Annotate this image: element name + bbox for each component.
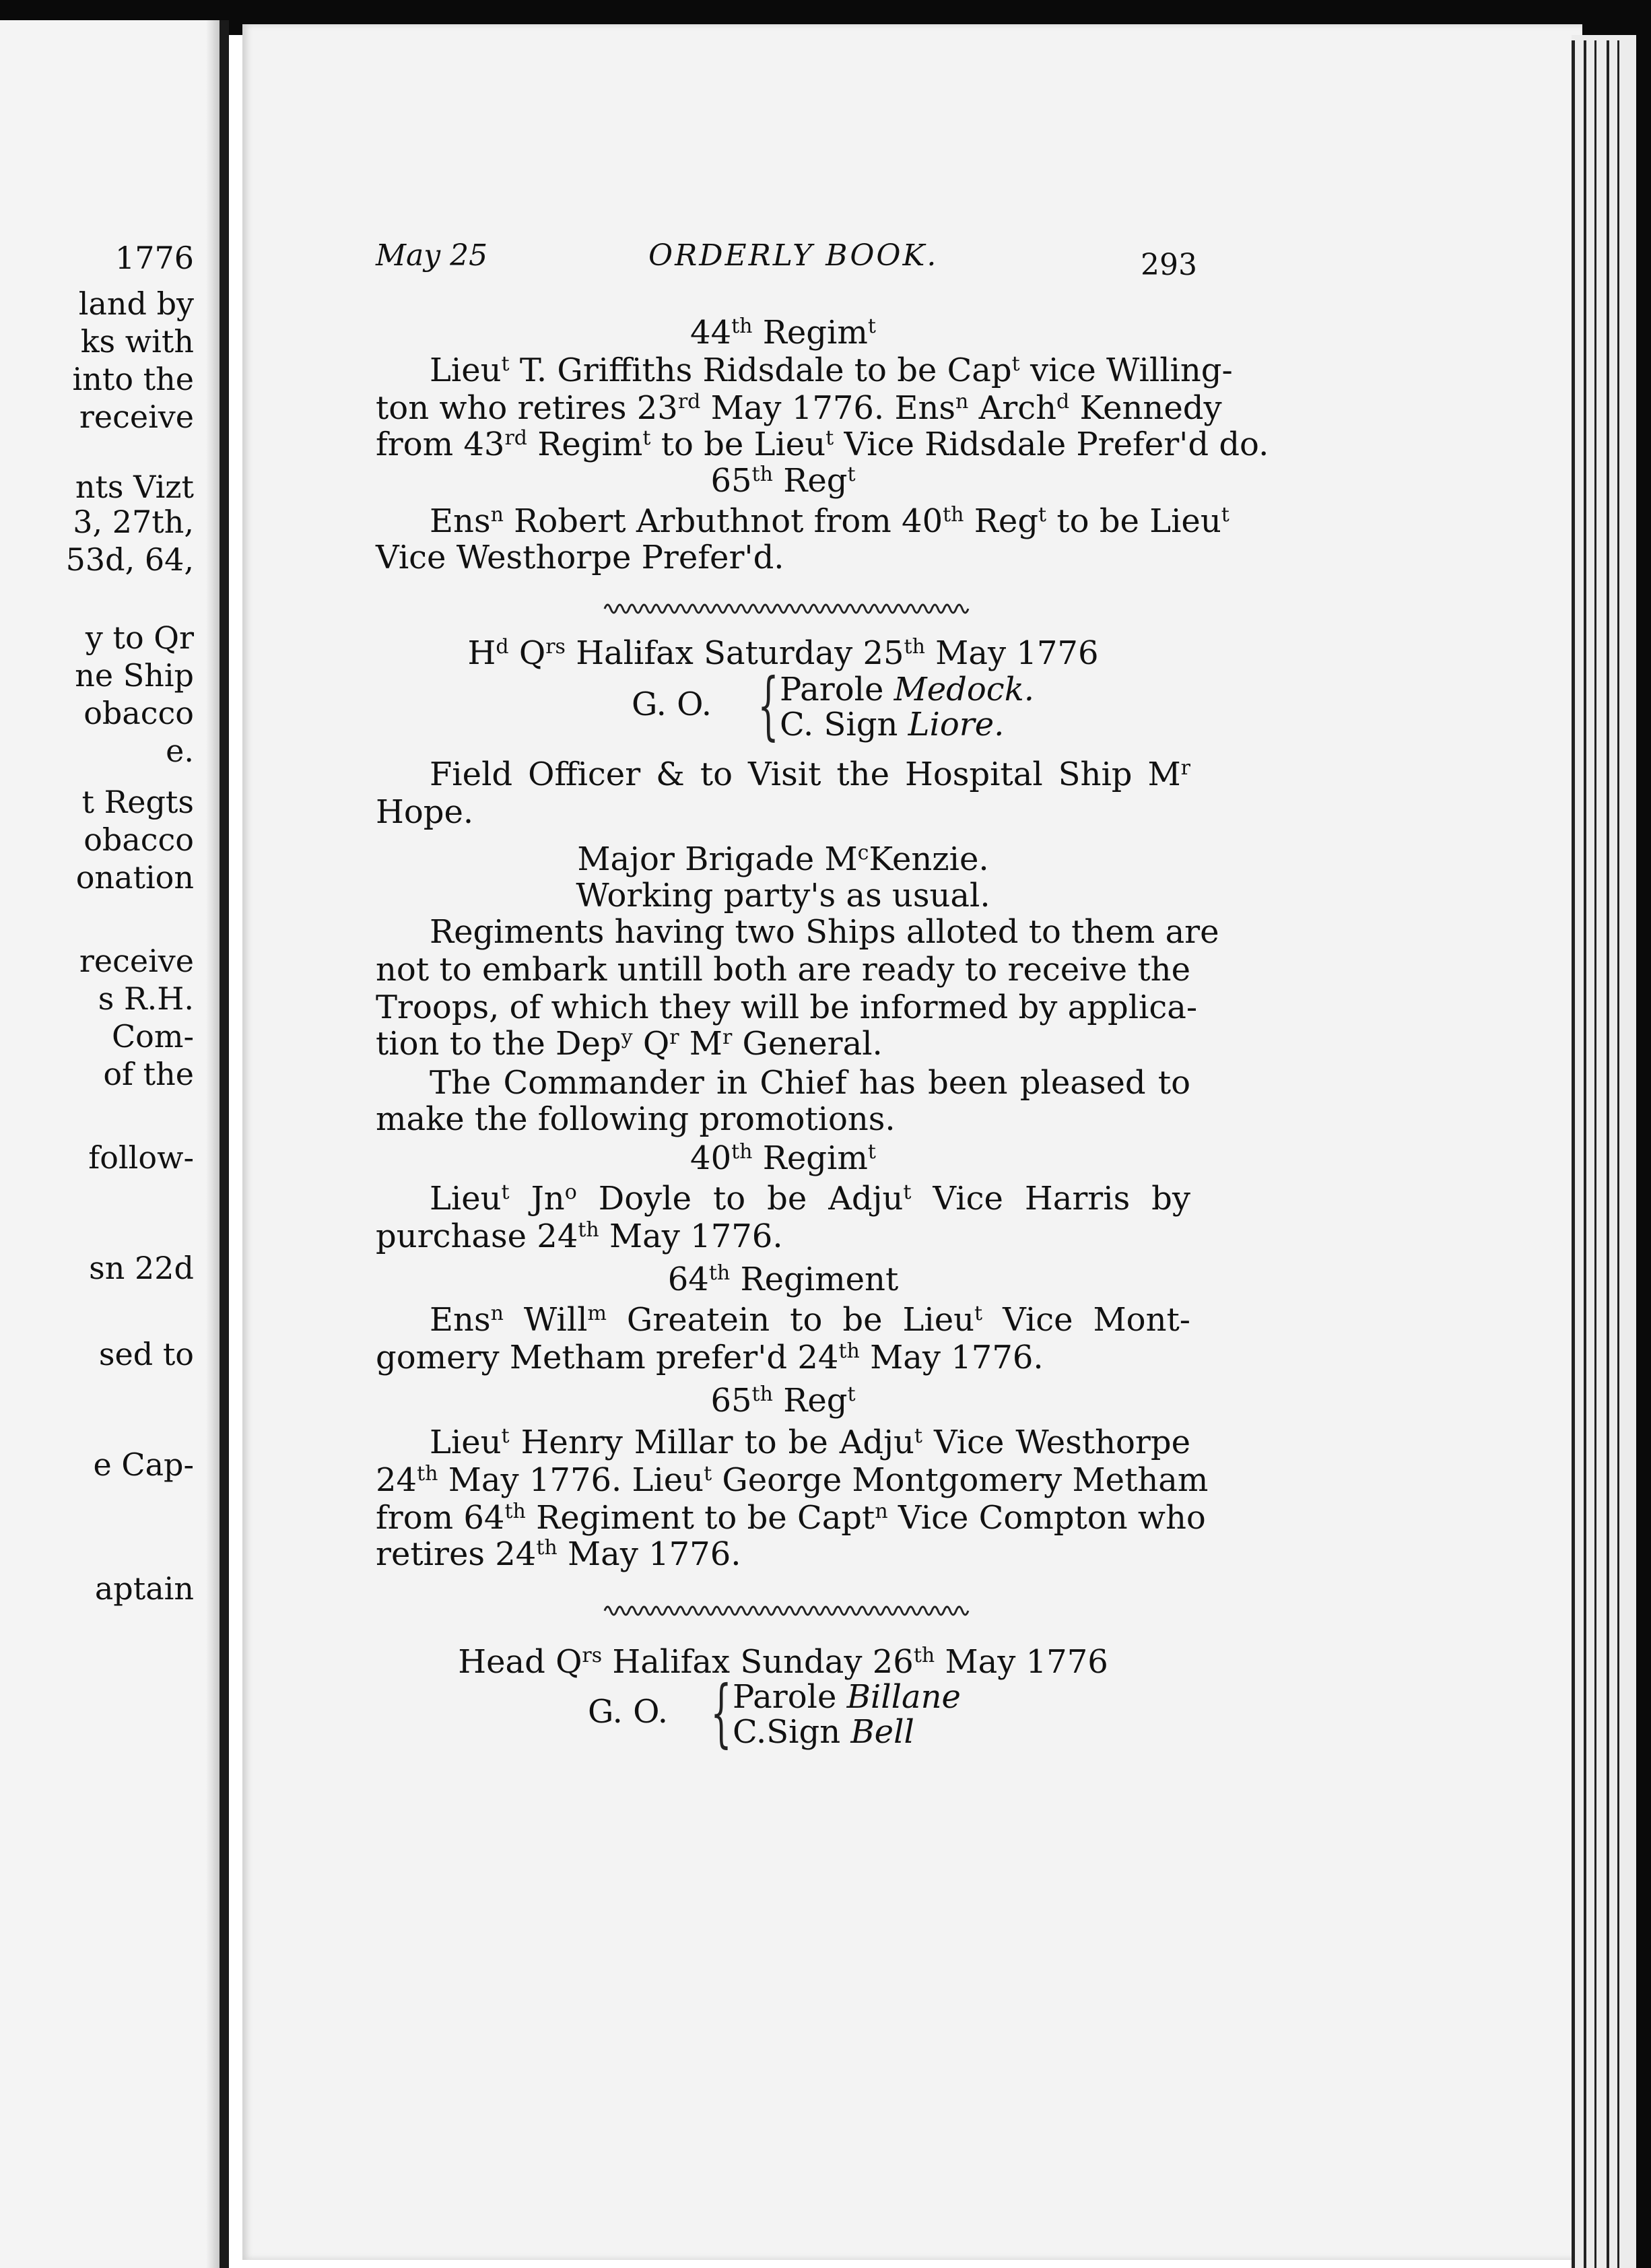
superscript: y bbox=[621, 1026, 633, 1049]
facing-page-line: nts Vizt bbox=[75, 469, 194, 505]
main-page bbox=[242, 24, 1582, 2260]
superscript: th bbox=[708, 1261, 731, 1285]
paragraph-line: Troops, of which they will be informed by applica- bbox=[376, 989, 1198, 1026]
superscript: o bbox=[564, 1180, 577, 1204]
superscript: n bbox=[875, 1500, 888, 1523]
paragraph-line: make the following promotions. bbox=[376, 1100, 896, 1138]
countersign-word: Bell bbox=[850, 1713, 914, 1751]
facing-page-line: sed to bbox=[98, 1336, 194, 1372]
facing-page-line: e. bbox=[166, 733, 194, 769]
paragraph-line: Lieu$^t$ Jn$^o$ Doyle to be Adju$^t$ Vice Harris by bbox=[430, 1180, 1191, 1218]
superscript: th bbox=[751, 1382, 773, 1406]
superscript: th bbox=[578, 1218, 599, 1242]
superscript: r bbox=[722, 1026, 733, 1049]
paragraph-line: Vice Westhorpe Prefer'd. bbox=[376, 539, 784, 576]
superscript: t bbox=[704, 1462, 712, 1486]
brace-icon: { bbox=[710, 1669, 732, 1756]
brace-icon: { bbox=[757, 662, 779, 748]
page-number: 293 bbox=[1141, 248, 1197, 282]
facing-page-line: y to Qr bbox=[85, 620, 194, 656]
superscript: rs bbox=[582, 1644, 603, 1667]
working-party-line: Working party's as usual. bbox=[576, 877, 990, 914]
countersign-word: Liore. bbox=[908, 706, 1005, 743]
parole-line: Parole Billane bbox=[733, 1678, 961, 1716]
superscript: t bbox=[1011, 352, 1020, 376]
parole-line: Parole Medock. bbox=[780, 671, 1035, 708]
facing-page bbox=[0, 20, 229, 2268]
facing-page-line: sn 22d bbox=[89, 1250, 194, 1286]
paragraph-line: Lieu$^t$ T. Griffiths Ridsdale to be Cap$^t$ vice Willing- bbox=[430, 352, 1233, 389]
countersign-line: C.Sign Bell bbox=[733, 1713, 914, 1751]
paragraph-line: from 43rd Regim$^t$ to be Lieu$^t$ Vice Ridsdale Prefer'd do. bbox=[376, 426, 1269, 463]
superscript: d bbox=[496, 635, 509, 659]
superscript: c bbox=[857, 841, 869, 865]
superscript: n bbox=[955, 390, 969, 413]
go-label: G. O. bbox=[588, 1693, 668, 1731]
superscript: th bbox=[751, 463, 773, 486]
scan-right-border bbox=[1636, 0, 1651, 2268]
wavy-rule-ornament bbox=[376, 1597, 1190, 1624]
paragraph-line: Ens$^n$ Will$^m$ Greatein to be Lieu$^t$ Vice Mont- bbox=[430, 1301, 1191, 1339]
superscript: t bbox=[847, 463, 856, 486]
superscript: th bbox=[536, 1536, 558, 1560]
general-orders-block bbox=[376, 662, 1190, 748]
facing-page-line: e Cap- bbox=[93, 1446, 194, 1483]
paragraph-line: tion to the Dep$^y$ $Q^r$ $M^r$ General. bbox=[376, 1025, 883, 1063]
facing-page-line: receive bbox=[79, 399, 194, 435]
superscript: th bbox=[904, 635, 925, 659]
facing-page-line: obacco bbox=[83, 822, 194, 858]
superscript: t bbox=[642, 426, 651, 450]
major-of-brigade-line: Major Brigade $M^cKenzie$. bbox=[577, 840, 989, 878]
superscript: t bbox=[501, 1180, 510, 1204]
page-gutter bbox=[220, 20, 229, 2268]
paragraph-line: 24th May 1776. Lieu$^t$ George Montgomery Metham bbox=[376, 1461, 1209, 1499]
superscript: r bbox=[1180, 756, 1190, 780]
facing-page-line: 1776 bbox=[114, 240, 194, 276]
regiment-heading: 44th Regim$^t$ bbox=[690, 314, 876, 352]
paragraph-line: Regiments having two Ships alloted to them are bbox=[430, 913, 1219, 951]
regiment-heading: 40th Regim$^t$ bbox=[690, 1139, 876, 1177]
superscript: t bbox=[974, 1302, 983, 1325]
paragraph-line: Ens$^n$ Robert Arbuthnot from 40th Reg$^t$ to be Lieu$^t$ bbox=[430, 502, 1229, 540]
superscript: n bbox=[490, 1302, 504, 1325]
superscript: th bbox=[417, 1462, 438, 1486]
superscript: t bbox=[1038, 503, 1047, 527]
superscript: n bbox=[490, 503, 504, 527]
countersign-line: C. Sign Liore. bbox=[780, 706, 1005, 743]
superscript: t bbox=[867, 1140, 876, 1164]
superscript: m bbox=[587, 1302, 607, 1325]
regiment-heading: 65th Reg$^t$ bbox=[710, 462, 856, 500]
superscript: th bbox=[913, 1644, 935, 1667]
facing-page-line: t Regts bbox=[81, 784, 194, 820]
superscript: th bbox=[943, 503, 964, 527]
facing-page-line: follow- bbox=[88, 1139, 194, 1176]
facing-page-line: ks with bbox=[80, 323, 194, 360]
facing-page-line: 53d, 64, bbox=[65, 541, 194, 578]
superscript: th bbox=[838, 1339, 860, 1363]
paragraph-line: Lieu$^t$ Henry Millar to be Adju$^t$ Vice Westhorpe bbox=[430, 1424, 1190, 1461]
facing-page-line: of the bbox=[103, 1056, 194, 1092]
facing-page-line: s R.H. bbox=[98, 980, 194, 1017]
superscript: t bbox=[826, 426, 834, 450]
headquarters-heading: Head $Q^{rs}$ Halifax Sunday 26th May 1776 bbox=[458, 1643, 1108, 1681]
header-date: May 25 bbox=[376, 238, 488, 273]
facing-page-line: onation bbox=[75, 859, 194, 896]
facing-page-line: into the bbox=[72, 361, 194, 397]
paragraph-line: from 64th Regiment to be Capt$^n$ Vice Compton who bbox=[376, 1499, 1206, 1537]
facing-page-line: 3, 27th, bbox=[73, 504, 194, 540]
go-label: G. O. bbox=[632, 686, 712, 723]
superscript: th bbox=[731, 314, 753, 338]
paragraph-line: gomery Metham prefer'd 24th May 1776. bbox=[376, 1339, 1044, 1376]
paragraph-line: purchase 24th May 1776. bbox=[376, 1218, 783, 1255]
facing-page-line: Com- bbox=[111, 1018, 194, 1055]
superscript: rd bbox=[677, 390, 701, 413]
paragraph-line: ton who retires 23rd May 1776. Ens$^n$ Arch$^d$ Kennedy bbox=[376, 389, 1222, 427]
headquarters-heading: $H^d$ $Q^{rs}$ Halifax Saturday 25th May 1776 bbox=[467, 634, 1099, 672]
paragraph-line: retires 24th May 1776. bbox=[376, 1535, 741, 1573]
facing-page-line: obacco bbox=[83, 695, 194, 731]
superscript: t bbox=[867, 314, 876, 338]
facing-page-line: ne Ship bbox=[75, 657, 194, 694]
superscript: rs bbox=[545, 635, 566, 659]
superscript: r bbox=[669, 1026, 679, 1049]
regiment-heading: 65th Reg$^t$ bbox=[710, 1382, 856, 1420]
header-title: ORDERLY BOOK. bbox=[648, 238, 939, 273]
superscript: t bbox=[914, 1424, 922, 1448]
superscript: t bbox=[501, 1424, 510, 1448]
paragraph-line: not to embark untill both are ready to receive the bbox=[376, 951, 1190, 989]
superscript: t bbox=[501, 352, 510, 376]
parole-word: Billane bbox=[846, 1678, 961, 1716]
superscript: t bbox=[847, 1382, 856, 1406]
parole-word: Medock. bbox=[894, 671, 1035, 708]
superscript: th bbox=[504, 1500, 526, 1523]
superscript: th bbox=[731, 1140, 753, 1164]
paragraph-line: Hope. bbox=[376, 793, 474, 831]
gutter-shadow bbox=[206, 20, 220, 2268]
general-orders-block bbox=[376, 1669, 1190, 1756]
superscript: rd bbox=[504, 426, 528, 450]
facing-page-line: aptain bbox=[94, 1570, 194, 1607]
wavy-rule-ornament bbox=[376, 595, 1190, 622]
regiment-heading: 64th Regiment bbox=[667, 1261, 899, 1298]
paragraph-line: The Commander in Chief has been pleased to bbox=[430, 1064, 1190, 1102]
superscript: t bbox=[903, 1180, 912, 1204]
superscript: d bbox=[1056, 390, 1070, 413]
paragraph-line: Field Officer & to Visit the Hospital Ship $M^r$ bbox=[430, 756, 1190, 793]
facing-page-line: land by bbox=[78, 286, 194, 322]
superscript: t bbox=[1221, 503, 1229, 527]
running-header bbox=[376, 238, 1197, 282]
facing-page-line: receive bbox=[79, 943, 194, 979]
